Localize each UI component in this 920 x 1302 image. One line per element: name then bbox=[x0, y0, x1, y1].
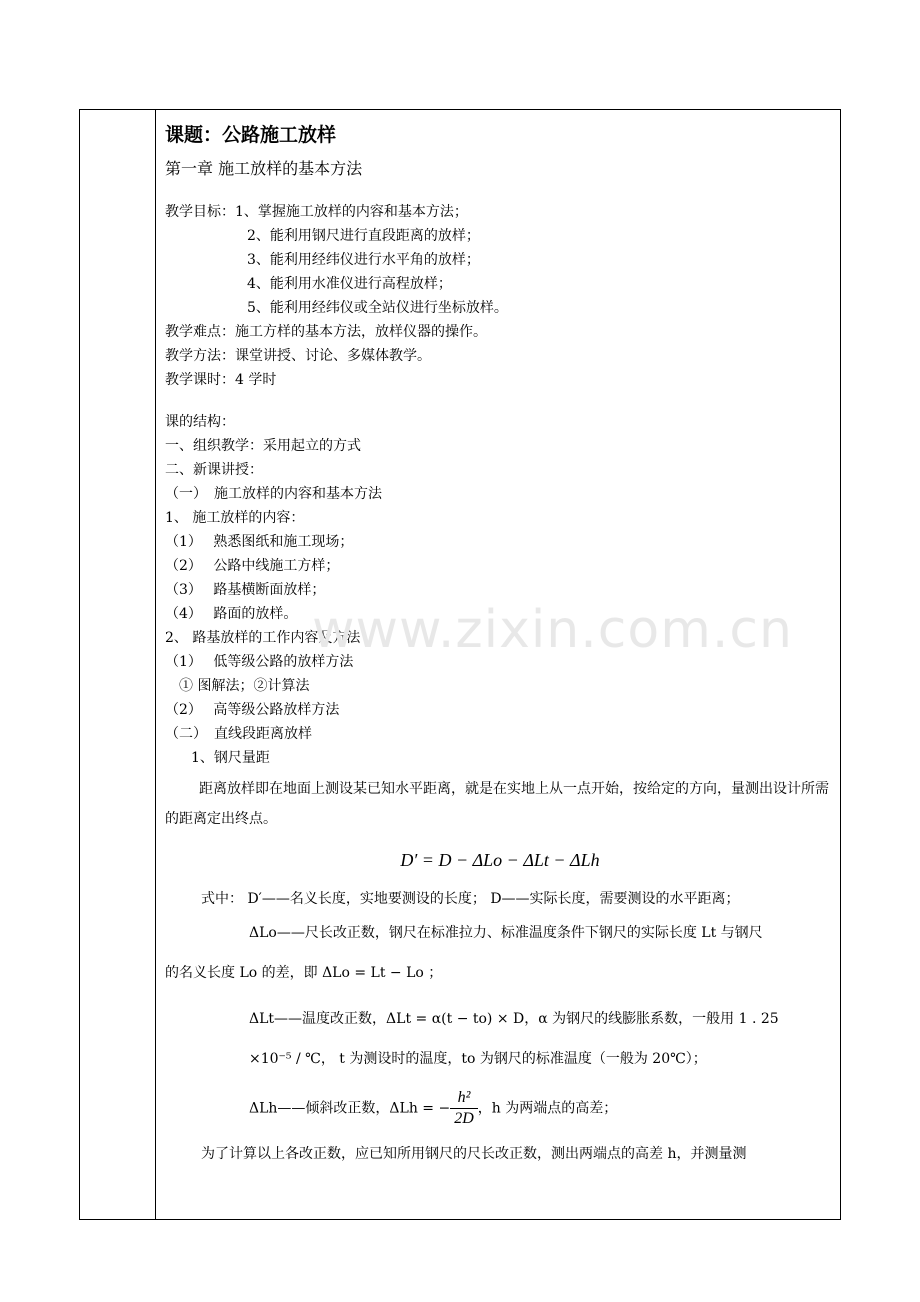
fraction-numerator: h² bbox=[450, 1088, 478, 1109]
def-dlh-pre: ΔLh——倾斜改正数，ΔLh = − bbox=[249, 1100, 451, 1117]
chapter-heading: 第一章 施工放样的基本方法 bbox=[165, 159, 363, 178]
body-paragraph: 距离放样即在地面上测设某已知水平距离，就是在实地上从一点开始，按给定的方向，量测出设计所需的距离定出终点。 bbox=[165, 781, 829, 827]
fraction bbox=[450, 1088, 478, 1129]
def-dlt-a: ΔLt——温度改正数，ΔLt = α(t − to) × D，α 为钢尺的线膨胀系数，一般用 1 . 25 bbox=[249, 1011, 779, 1027]
def-d-actual: D——实际长度，需要测设的水平距离； bbox=[490, 891, 740, 907]
definitions bbox=[165, 882, 835, 1171]
def-dlo-a: ΔLo——尺长改正数，钢尺在标准拉力、标准温度条件下钢尺的实际长度 Lt 与钢尺 bbox=[249, 925, 763, 941]
goals-first bbox=[165, 200, 835, 224]
def-prefix: 式中： bbox=[201, 891, 243, 907]
page-title: 课题：公路施工放样 bbox=[165, 124, 337, 146]
hours-line: 教学课时：4 学时 bbox=[165, 372, 277, 388]
formula: D′ = D − ΔLo − ΔLt − ΔLh bbox=[400, 850, 600, 870]
def-d bbox=[165, 882, 835, 916]
structure-line: （1） 熟悉图纸和施工现场； bbox=[165, 534, 354, 550]
def-d-prime: D′——名义长度，实地要测设的长度； bbox=[247, 891, 486, 907]
column-divider bbox=[155, 109, 156, 1220]
structure-line: （1） 低等级公路的放样方法 bbox=[165, 654, 354, 670]
structure-line: （4） 路面的放样。 bbox=[165, 606, 298, 622]
def-dlt-b: ×10⁻⁵ / ℃， t 为测设时的温度，to 为钢尺的标准温度（一般为 20℃）； bbox=[249, 1051, 707, 1067]
method-line: 教学方法：课堂讲授、讨论、多媒体教学。 bbox=[165, 348, 431, 364]
goal-item: 2、能利用钢尺进行直段距离的放样； bbox=[247, 228, 480, 244]
structure-line: （3） 路基横断面放样； bbox=[165, 582, 326, 598]
watermark: www.zixin.com.cn bbox=[312, 600, 793, 660]
structure-line: （2） 高等级公路放样方法 bbox=[165, 702, 340, 718]
goal-item: 4、能利用水准仪进行高程放样； bbox=[247, 276, 452, 292]
last-line: 为了计算以上各改正数，应已知所用钢尺的尺长改正数，测出两端点的高差 h，并测量测 bbox=[201, 1146, 747, 1162]
sub-heading: 1、钢尺量距 bbox=[191, 750, 270, 766]
main-cell bbox=[165, 118, 835, 1171]
structure-line: 1、 施工放样的内容： bbox=[165, 510, 305, 526]
structure-line: 二、新课讲授： bbox=[165, 462, 263, 478]
structure-heading: 课的结构： bbox=[165, 414, 235, 430]
def-dlo-b: 的名义长度 Lo 的差，即 ΔLo = Lt − Lo ； bbox=[165, 965, 443, 981]
def-dlh bbox=[165, 1088, 835, 1129]
goal-item: 5、能利用经纬仪或全站仪进行坐标放样。 bbox=[247, 300, 508, 316]
fraction-denominator: 2D bbox=[454, 1110, 474, 1127]
difficulty-line: 教学难点：施工方样的基本方法，放样仪器的操作。 bbox=[165, 324, 487, 340]
structure-line: 2、 路基放样的工作内容及方法 bbox=[165, 630, 361, 646]
goal-item: 1、掌握施工放样的内容和基本方法； bbox=[235, 204, 468, 220]
structure-line: （二） 直线段距离放样 bbox=[165, 726, 312, 742]
goals-label: 教学目标： bbox=[165, 204, 235, 220]
structure-line: （一） 施工放样的内容和基本方法 bbox=[165, 486, 382, 502]
structure-line: ① 图解法；②计算法 bbox=[179, 678, 310, 694]
goal-item: 3、能利用经纬仪进行水平角的放样； bbox=[247, 252, 480, 268]
structure-line: （2） 公路中线施工方样； bbox=[165, 558, 340, 574]
def-dlh-post: ，h 为两端点的高差； bbox=[477, 1100, 618, 1117]
structure-line: 一、组织教学：采用起立的方式 bbox=[165, 438, 361, 454]
